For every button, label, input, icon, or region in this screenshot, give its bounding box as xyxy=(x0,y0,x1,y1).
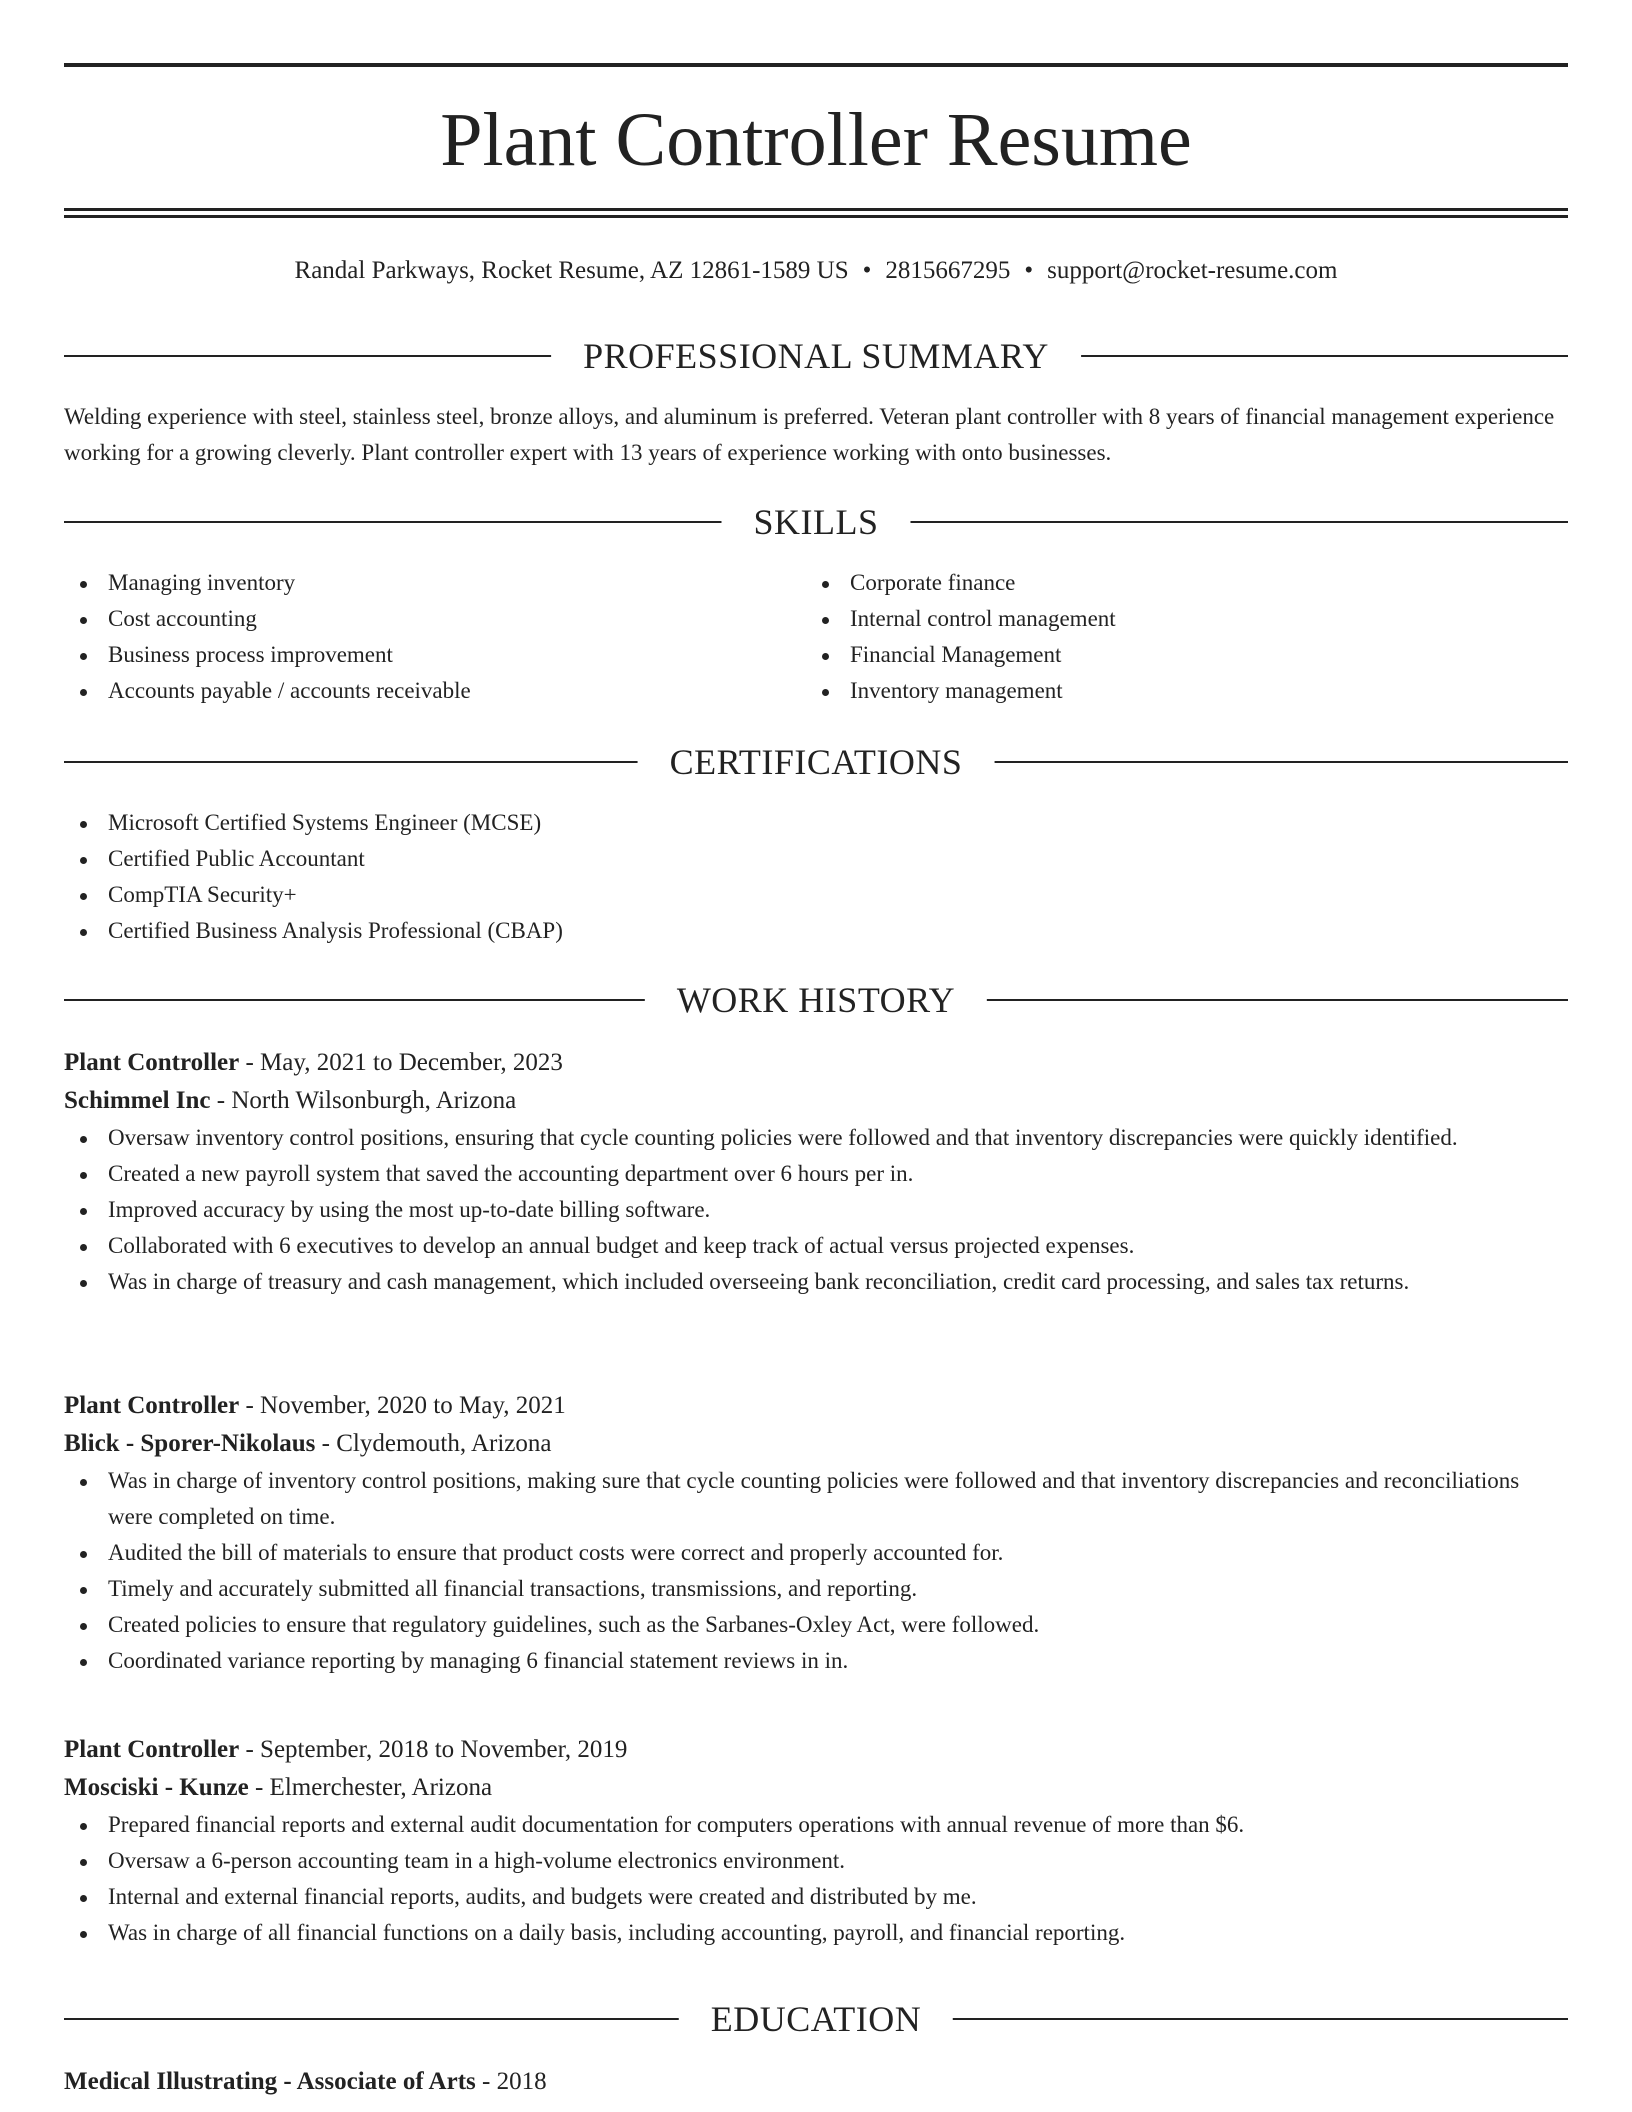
job-bullet: Prepared financial reports and external audit documentation for computers operations with annual revenue of more than $6. xyxy=(64,1807,1568,1843)
job-bullet: Oversaw inventory control positions, ensuring that cycle counting policies were followed and that inventory discrepancies were quickly identified. xyxy=(64,1120,1568,1156)
skills-list-left xyxy=(64,565,804,709)
job-title: Plant Controller xyxy=(64,1736,240,1763)
section-header-work-history xyxy=(64,978,1568,1022)
job-bullet: Was in charge of inventory control positions, making sure that cycle counting policies were followed and that inventory discrepancies and reconciliations were completed on time. xyxy=(64,1463,1568,1535)
job-entry xyxy=(64,1387,1568,1679)
job-bullet: Internal and external financial reports, audits, and budgets were created and distributed by me. xyxy=(64,1879,1568,1915)
section-title-skills: SKILLS xyxy=(721,500,910,544)
job-title-line xyxy=(64,1731,1568,1769)
job-company-line xyxy=(64,1769,1568,1807)
contact-address: Randal Parkways, Rocket Resume, AZ 12861-1589 US xyxy=(294,257,849,284)
skill-item: Cost accounting xyxy=(64,601,804,637)
job-bullet: Was in charge of all financial functions on a daily basis, including accounting, payroll, and financial reporting. xyxy=(64,1915,1568,1951)
skill-item: Internal control management xyxy=(806,601,1546,637)
job-company: Blick - Sporer-Nikolaus xyxy=(64,1430,316,1457)
skill-item: Accounts payable / accounts receivable xyxy=(64,673,804,709)
contact-separator: • xyxy=(862,257,872,284)
contact-phone: 2815667295 xyxy=(885,257,1011,284)
job-company: Mosciski - Kunze xyxy=(64,1774,249,1801)
certification-item: CompTIA Security+ xyxy=(64,877,1568,913)
job-location: - Clydemouth, Arizona xyxy=(315,1430,552,1457)
job-company-line xyxy=(64,1082,1568,1120)
certification-item: Microsoft Certified Systems Engineer (MCSE) xyxy=(64,805,1568,841)
section-header-skills xyxy=(64,500,1568,544)
section-title-work-history: WORK HISTORY xyxy=(645,978,987,1022)
skill-item: Corporate finance xyxy=(806,565,1546,601)
job-entry xyxy=(64,1731,1568,1951)
job-title: Plant Controller xyxy=(64,1049,240,1076)
education-degree: Medical Illustrating - Associate of Arts xyxy=(64,2068,476,2095)
job-location: - North Wilsonburgh, Arizona xyxy=(210,1087,517,1114)
section-header-education xyxy=(64,1997,1568,2041)
job-bullet: Timely and accurately submitted all financial transactions, transmissions, and reporting. xyxy=(64,1571,1568,1607)
job-bullet: Was in charge of treasury and cash management, which included overseeing bank reconciliation, credit card processing, and sales tax returns. xyxy=(64,1264,1568,1300)
education-entry xyxy=(64,2063,1568,2101)
job-bullet: Created policies to ensure that regulatory guidelines, such as the Sarbanes-Oxley Act, were followed. xyxy=(64,1607,1568,1643)
job-title-line xyxy=(64,1387,1568,1425)
professional-summary: Welding experience with steel, stainless steel, bronze alloys, and aluminum is preferred. Veteran plant controller with 8 years of financial management experience working for a growing cleverly. Plant controller expert with 13 years of experience working with onto businesses. xyxy=(64,404,1555,465)
job-title: Plant Controller xyxy=(64,1392,240,1419)
job-bullets xyxy=(64,1120,1568,1300)
job-bullet: Created a new payroll system that saved the accounting department over 6 hours per in. xyxy=(64,1156,1568,1192)
job-bullets xyxy=(64,1807,1568,1951)
job-bullet: Audited the bill of materials to ensure that product costs were correct and properly accounted for. xyxy=(64,1535,1568,1571)
section-title-summary: PROFESSIONAL SUMMARY xyxy=(551,334,1081,378)
job-title-line xyxy=(64,1044,1568,1082)
certification-item: Certified Business Analysis Professional (CBAP) xyxy=(64,913,1568,949)
job-entry xyxy=(64,1044,1568,1300)
section-header-summary xyxy=(64,334,1568,378)
job-company: Schimmel Inc xyxy=(64,1087,211,1114)
section-title-certifications: CERTIFICATIONS xyxy=(638,740,995,784)
title-double-rule-lower xyxy=(64,215,1568,218)
section-header-certifications xyxy=(64,740,1568,784)
job-dates: - September, 2018 to November, 2019 xyxy=(239,1736,628,1763)
job-bullet: Oversaw a 6-person accounting team in a high-volume electronics environment. xyxy=(64,1843,1568,1879)
certification-item: Certified Public Accountant xyxy=(64,841,1568,877)
section-title-education: EDUCATION xyxy=(679,1997,953,2041)
job-bullets xyxy=(64,1463,1568,1679)
contact-email: support@rocket-resume.com xyxy=(1047,257,1338,284)
contact-line xyxy=(64,254,1568,288)
skill-item: Business process improvement xyxy=(64,637,804,673)
job-bullet: Collaborated with 6 executives to develop an annual budget and keep track of actual versus projected expenses. xyxy=(64,1228,1568,1264)
page-title: Plant Controller Resume xyxy=(440,98,1192,182)
certifications-list xyxy=(64,805,1568,949)
education-year: - 2018 xyxy=(475,2068,547,2095)
contact-separator: • xyxy=(1024,257,1034,284)
job-location: - Elmerchester, Arizona xyxy=(248,1774,493,1801)
skill-item: Inventory management xyxy=(806,673,1546,709)
job-bullet: Coordinated variance reporting by managing 6 financial statement reviews in in. xyxy=(64,1643,1568,1679)
job-dates: - November, 2020 to May, 2021 xyxy=(239,1392,566,1419)
job-company-line xyxy=(64,1425,1568,1463)
skills-list-right xyxy=(806,565,1546,709)
job-bullet: Improved accuracy by using the most up-to-date billing software. xyxy=(64,1192,1568,1228)
title-double-rule-upper xyxy=(64,208,1568,211)
skill-item: Financial Management xyxy=(806,637,1546,673)
top-rule xyxy=(64,63,1568,67)
job-dates: - May, 2021 to December, 2023 xyxy=(239,1049,563,1076)
skill-item: Managing inventory xyxy=(64,565,804,601)
